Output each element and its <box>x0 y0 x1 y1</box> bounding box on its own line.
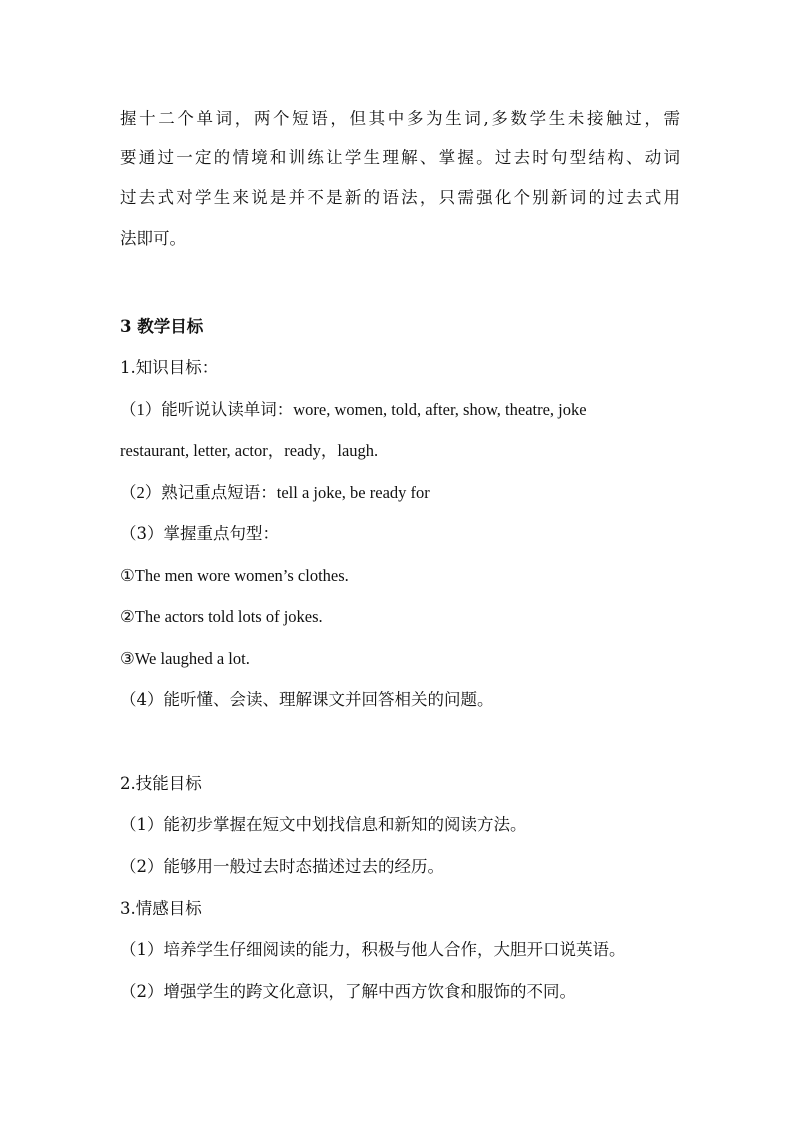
skills-title: 2.技能目标 <box>120 774 202 793</box>
section-heading: 3 教学目标 <box>120 317 204 336</box>
intro-line-4: 法即可。 <box>120 229 186 248</box>
skills-item-2: （2）能够用一般过去时态描述过去的经历。 <box>120 857 444 876</box>
emotion-item-2: （2）增强学生的跨文化意识，了解中西方饮食和服饰的不同。 <box>120 982 576 1001</box>
intro-line-1: 握十二个单词，两个短语，但其中多为生词,多数学生未接触过，需 <box>120 109 680 128</box>
emotion-title: 3.情感目标 <box>120 899 202 918</box>
knowledge-item-3: （3）掌握重点句型： <box>120 524 279 543</box>
knowledge-item-1-line-2: restaurant, letter, actor，ready，laugh. <box>120 441 379 460</box>
knowledge-item-2: （2）熟记重点短语：tell a joke, be ready for <box>120 483 430 502</box>
intro-line-2: 要通过一定的情境和训练让学生理解、掌握。过去时句型结构、动词 <box>120 148 680 167</box>
knowledge-item-4: （4）能听懂、会读、理解课文并回答相关的问题。 <box>120 690 494 709</box>
intro-line-3: 过去式对学生来说是并不是新的语法，只需强化个别新词的过去式用 <box>120 188 680 207</box>
knowledge-item-1-line-1: （1）能听说认读单词：wore, women, told, after, show, theatre, joke <box>120 400 587 419</box>
skills-item-1: （1）能初步掌握在短文中划找信息和新知的阅读方法。 <box>120 815 527 834</box>
key-sentence-2: ②The actors told lots of jokes. <box>120 607 323 626</box>
key-sentence-1: ①The men wore women’s clothes. <box>120 566 349 585</box>
knowledge-title: 1.知识目标： <box>120 358 219 377</box>
key-sentence-3: ③We laughed a lot. <box>120 649 250 668</box>
emotion-item-1: （1）培养学生仔细阅读的能力，积极与他人合作，大胆开口说英语。 <box>120 940 626 959</box>
